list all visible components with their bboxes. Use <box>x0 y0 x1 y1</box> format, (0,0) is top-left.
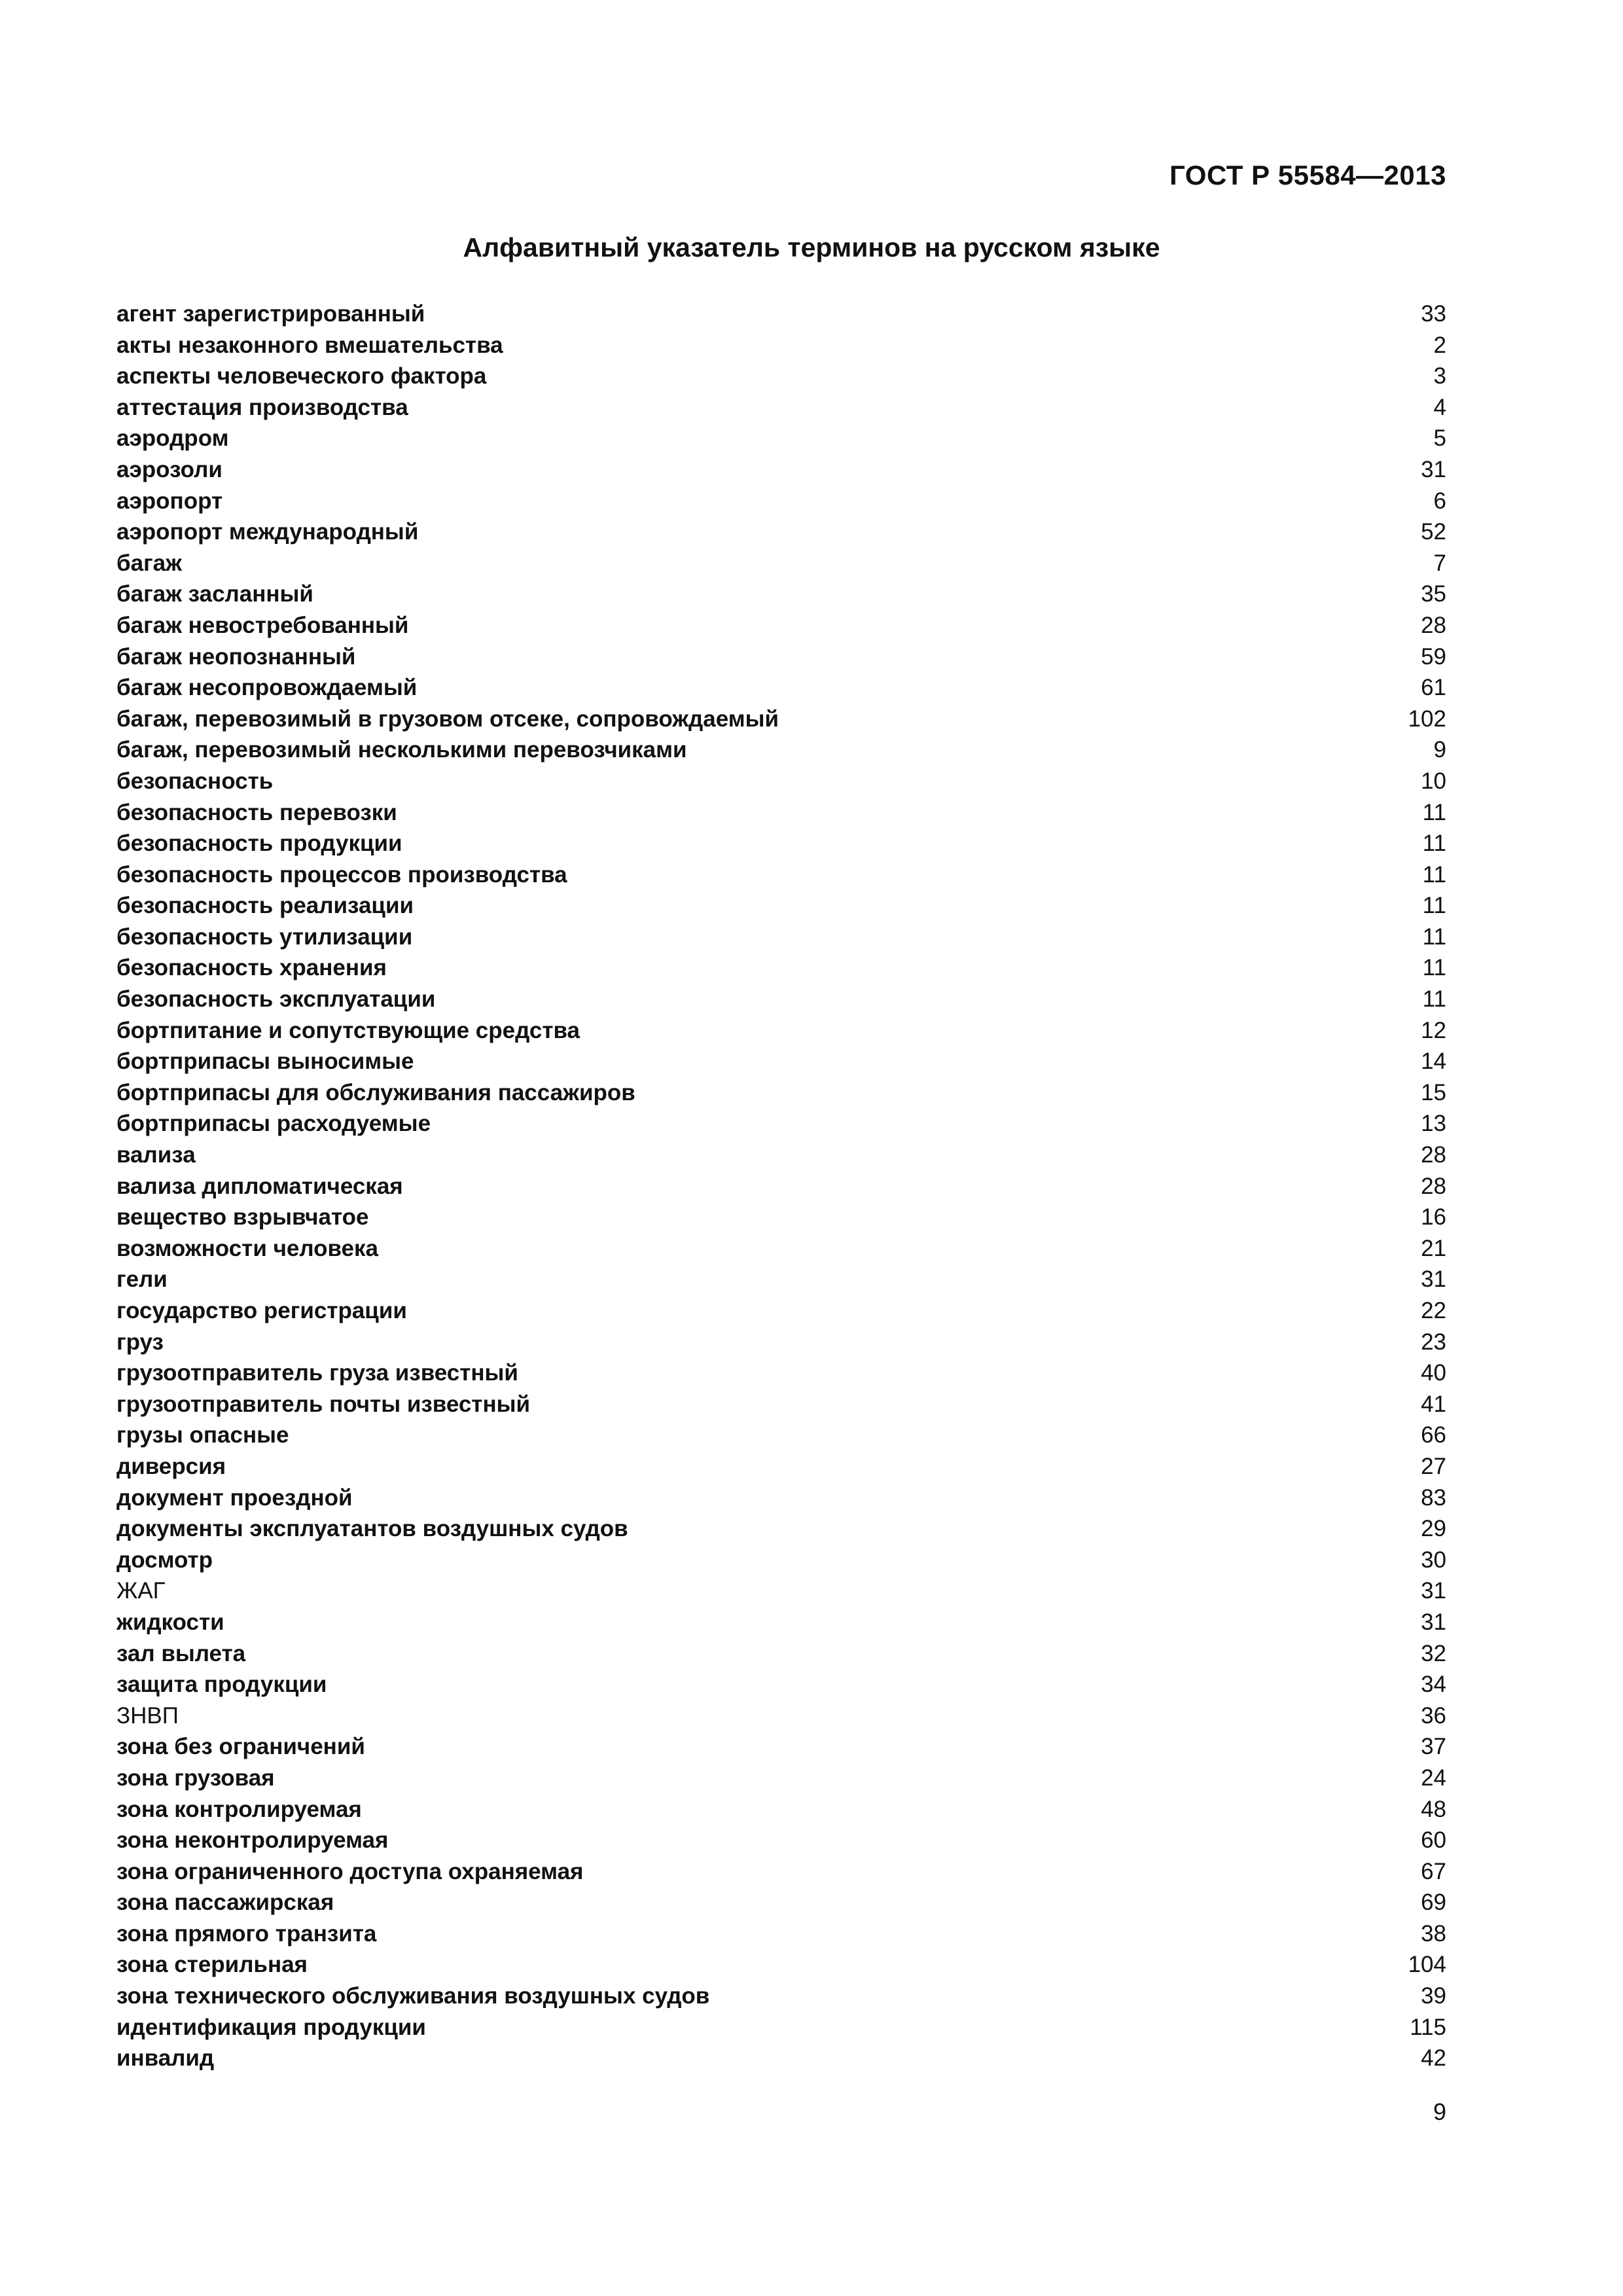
index-number: 31 <box>1421 1609 1446 1635</box>
index-entry <box>116 984 1446 1015</box>
index-term: груз <box>116 1329 164 1355</box>
index-number: 31 <box>1421 1266 1446 1293</box>
index-number: 2 <box>1433 332 1446 358</box>
index-number: 42 <box>1421 2045 1446 2072</box>
index-term: зона ограниченного доступа охраняемая <box>116 1858 584 1884</box>
index-term: аэрозоли <box>116 456 223 482</box>
index-entry <box>116 1077 1446 1109</box>
index-entry <box>116 1420 1446 1451</box>
index-number: 33 <box>1421 301 1446 327</box>
index-term: аэропорт <box>116 488 223 514</box>
index-number: 32 <box>1421 1640 1446 1666</box>
index-term: багаж <box>116 550 182 576</box>
index-number: 104 <box>1408 1952 1446 1978</box>
index-number: 10 <box>1421 768 1446 794</box>
index-term: аспекты человеческого фактора <box>116 363 487 389</box>
index-number: 23 <box>1421 1329 1446 1355</box>
index-term: инвалид <box>116 2045 215 2072</box>
index-term: багаж, перевозимый несколькими перевозчиками <box>116 737 687 763</box>
index-term: диверсия <box>116 1453 226 1479</box>
index-number: 66 <box>1421 1422 1446 1448</box>
index-number: 59 <box>1421 643 1446 670</box>
index-number: 52 <box>1421 519 1446 545</box>
index-number: 16 <box>1421 1204 1446 1230</box>
document-code: ГОСТ Р 55584—2013 <box>1169 160 1446 190</box>
index-term: грузоотправитель почты известный <box>116 1391 530 1417</box>
index-number: 69 <box>1421 1890 1446 1916</box>
index-term: досмотр <box>116 1547 213 1573</box>
index-number: 11 <box>1422 799 1446 825</box>
index-term: аэропорт международный <box>116 519 419 545</box>
index-number: 21 <box>1421 1235 1446 1261</box>
index-number: 28 <box>1421 1142 1446 1168</box>
index-term: бортпитание и сопутствующие средства <box>116 1017 580 1043</box>
index-entry <box>116 1139 1446 1171</box>
index-entry <box>116 641 1446 673</box>
index-term: грузы опасные <box>116 1422 289 1448</box>
index-entry <box>116 1264 1446 1295</box>
index-number: 83 <box>1421 1484 1446 1511</box>
index-term: документы эксплуатантов воздушных судов <box>116 1516 628 1542</box>
index-entry <box>116 516 1446 548</box>
index-term: вализа дипломатическая <box>116 1173 403 1199</box>
index-term: ЖАГ <box>116 1578 166 1604</box>
index-entry <box>116 1046 1446 1077</box>
index-number: 61 <box>1421 675 1446 701</box>
index-entry <box>116 1108 1446 1139</box>
index-entry <box>116 1669 1446 1700</box>
index-entry <box>116 1575 1446 1607</box>
index-number: 11 <box>1422 861 1446 888</box>
index-number: 60 <box>1421 1827 1446 1854</box>
index-number: 28 <box>1421 612 1446 638</box>
index-entry <box>116 1825 1446 1856</box>
index-term: зона стерильная <box>116 1952 308 1978</box>
index-term: багаж, перевозимый в грузовом отсеке, сопровождаемый <box>116 706 779 732</box>
index-entry <box>116 548 1446 579</box>
index-term: гели <box>116 1266 168 1293</box>
index-term: безопасность эксплуатации <box>116 986 436 1013</box>
index-entry <box>116 1607 1446 1638</box>
index-number: 27 <box>1421 1453 1446 1479</box>
index-entry <box>116 1638 1446 1670</box>
index-term: зона грузовая <box>116 1765 275 1791</box>
index-entry <box>116 392 1446 423</box>
index-number: 38 <box>1421 1920 1446 1946</box>
index-number: 3 <box>1433 363 1446 389</box>
index-entry <box>116 423 1446 454</box>
index-entry <box>116 1327 1446 1358</box>
index-title: Алфавитный указатель терминов на русском языке <box>463 232 1160 262</box>
index-term: возможности человека <box>116 1235 379 1261</box>
index-term: защита продукции <box>116 1672 327 1698</box>
index-term: безопасность <box>116 768 274 794</box>
index-term: безопасность перевозки <box>116 799 397 825</box>
index-entry <box>116 922 1446 953</box>
index-term: зона пассажирская <box>116 1890 334 1916</box>
index-term: акты незаконного вмешательства <box>116 332 503 358</box>
index-number: 7 <box>1433 550 1446 576</box>
index-number: 39 <box>1421 1983 1446 2009</box>
index-term: аэродром <box>116 425 229 452</box>
index-term: государство регистрации <box>116 1298 407 1323</box>
index-entry <box>116 828 1446 859</box>
index-number: 115 <box>1410 2014 1446 2040</box>
index-number: 28 <box>1421 1173 1446 1199</box>
index-number: 37 <box>1421 1734 1446 1760</box>
index-term: безопасность реализации <box>116 893 414 919</box>
index-number: 9 <box>1433 737 1446 763</box>
index-entry <box>116 361 1446 392</box>
index-number: 67 <box>1421 1858 1446 1884</box>
page-number: 9 <box>1433 2098 1446 2125</box>
index-entry <box>116 1389 1446 1420</box>
term-index-list <box>116 298 1446 2074</box>
index-number: 22 <box>1421 1298 1446 1323</box>
index-number: 15 <box>1421 1079 1446 1105</box>
index-number: 13 <box>1421 1111 1446 1137</box>
index-number: 30 <box>1421 1547 1446 1573</box>
index-number: 41 <box>1421 1391 1446 1417</box>
index-term: бортприпасы расходуемые <box>116 1111 431 1137</box>
index-entry <box>116 1482 1446 1514</box>
index-entry <box>116 859 1446 891</box>
index-number: 11 <box>1422 955 1446 981</box>
index-entry <box>116 1731 1446 1763</box>
index-entry <box>116 1763 1446 1794</box>
index-entry <box>116 672 1446 704</box>
index-term: безопасность хранения <box>116 955 387 981</box>
index-entry <box>116 1171 1446 1202</box>
index-entry <box>116 766 1446 797</box>
index-entry <box>116 1981 1446 2012</box>
index-term: зона неконтролируемая <box>116 1827 389 1854</box>
index-number: 48 <box>1421 1796 1446 1822</box>
index-entry <box>116 1295 1446 1327</box>
index-term: жидкости <box>116 1609 224 1635</box>
index-entry <box>116 1513 1446 1545</box>
index-number: 31 <box>1421 456 1446 482</box>
index-entry <box>116 486 1446 517</box>
index-number: 12 <box>1421 1017 1446 1043</box>
index-term: багаж невостребованный <box>116 612 409 638</box>
index-term: бортприпасы выносимые <box>116 1049 414 1075</box>
index-term: багаж неопознанный <box>116 643 356 670</box>
index-number: 11 <box>1422 986 1446 1013</box>
index-entry <box>116 952 1446 984</box>
index-entry <box>116 797 1446 829</box>
index-entry <box>116 454 1446 486</box>
index-entry <box>116 1233 1446 1265</box>
index-number: 31 <box>1421 1578 1446 1604</box>
index-term: зона технического обслуживания воздушных судов <box>116 1983 710 2009</box>
index-entry <box>116 1202 1446 1233</box>
index-term: вализа <box>116 1142 196 1168</box>
index-number: 14 <box>1421 1049 1446 1075</box>
index-term: документ проездной <box>116 1484 353 1511</box>
index-entry <box>116 2012 1446 2043</box>
index-number: 34 <box>1421 1672 1446 1698</box>
index-term: бортприпасы для обслуживания пассажиров <box>116 1079 635 1105</box>
index-entry <box>116 734 1446 766</box>
index-term: грузоотправитель груза известный <box>116 1360 518 1386</box>
index-entry <box>116 298 1446 330</box>
index-term: идентификация продукции <box>116 2014 426 2040</box>
index-number: 24 <box>1421 1765 1446 1791</box>
index-term: безопасность утилизации <box>116 924 413 950</box>
index-entry <box>116 1856 1446 1888</box>
index-entry <box>116 1918 1446 1950</box>
index-term: аттестация производства <box>116 394 408 420</box>
index-entry <box>116 1545 1446 1576</box>
index-number: 102 <box>1408 706 1446 732</box>
index-term: зал вылета <box>116 1640 246 1666</box>
index-entry <box>116 1015 1446 1047</box>
index-entry <box>116 610 1446 641</box>
index-entry <box>116 704 1446 735</box>
index-number: 11 <box>1422 924 1446 950</box>
index-entry <box>116 579 1446 610</box>
index-entry <box>116 1700 1446 1732</box>
index-number: 36 <box>1421 1702 1446 1729</box>
index-entry <box>116 890 1446 922</box>
index-term: багаж несопровождаемый <box>116 675 418 701</box>
index-number: 40 <box>1421 1360 1446 1386</box>
index-number: 6 <box>1433 488 1446 514</box>
index-number: 29 <box>1421 1516 1446 1542</box>
index-number: 11 <box>1422 831 1446 857</box>
index-term: безопасность процессов производства <box>116 861 567 888</box>
index-term: зона прямого транзита <box>116 1920 377 1946</box>
index-entry <box>116 1451 1446 1482</box>
index-entry <box>116 1357 1446 1389</box>
index-term: безопасность продукции <box>116 831 402 857</box>
index-entry <box>116 1949 1446 1981</box>
index-entry <box>116 1794 1446 1825</box>
index-number: 5 <box>1433 425 1446 452</box>
index-term: зона без ограничений <box>116 1734 365 1760</box>
index-term: ЗНВП <box>116 1702 179 1729</box>
index-number: 35 <box>1421 581 1446 607</box>
index-entry <box>116 1887 1446 1918</box>
index-term: агент зарегистрированный <box>116 301 425 327</box>
index-entry <box>116 2043 1446 2074</box>
index-term: зона контролируемая <box>116 1796 362 1822</box>
index-number: 4 <box>1433 394 1446 420</box>
index-term: багаж засланный <box>116 581 313 607</box>
index-term: вещество взрывчатое <box>116 1204 369 1230</box>
index-number: 11 <box>1422 893 1446 919</box>
index-entry <box>116 330 1446 361</box>
